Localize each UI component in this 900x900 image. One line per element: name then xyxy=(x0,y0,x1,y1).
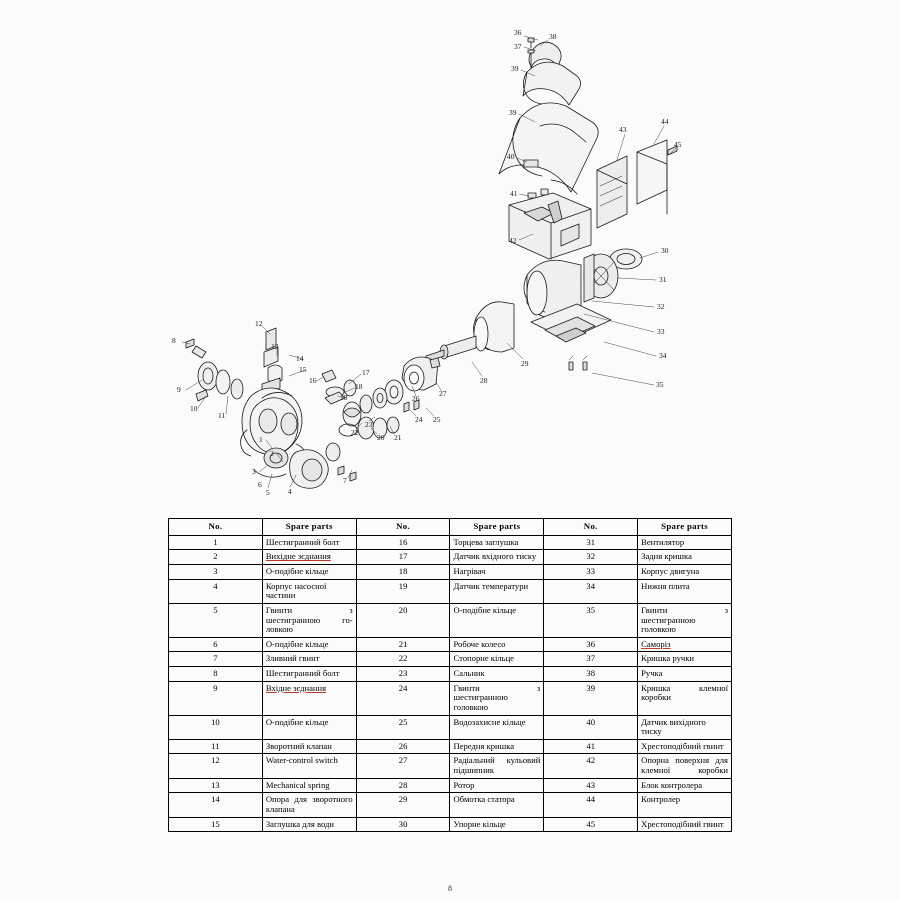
cell-number: 45 xyxy=(544,817,638,832)
callout-5: 5 xyxy=(266,488,270,497)
cell-number: 18 xyxy=(356,565,450,580)
cell-number: 43 xyxy=(544,778,638,793)
cell-number: 30 xyxy=(356,817,450,832)
callout-16: 16 xyxy=(309,376,317,385)
cell-number: 41 xyxy=(544,739,638,754)
table-row xyxy=(169,667,732,682)
cell-number: 20 xyxy=(356,603,450,637)
page-number: 8 xyxy=(448,884,452,893)
callout-25: 25 xyxy=(433,415,441,424)
callout-13: 13 xyxy=(271,342,279,351)
cell-part-name: Корпус насосної частини xyxy=(262,579,356,603)
callout-20: 20 xyxy=(377,433,385,442)
cell-part-name: Mechanical spring xyxy=(262,778,356,793)
cell-number: 7 xyxy=(169,652,263,667)
col-parts-3: Spare parts xyxy=(638,519,732,536)
cell-number: 12 xyxy=(169,754,263,778)
cell-number: 5 xyxy=(169,603,263,637)
cell-part-name: Передня кришка xyxy=(450,739,544,754)
cell-part-name: Робоче колесо xyxy=(450,637,544,652)
cell-part-name: Сальник xyxy=(450,667,544,682)
cell-part-name: O-подібне кільце xyxy=(262,565,356,580)
cell-part-name: Опора для зворотного клапана xyxy=(262,793,356,817)
cell-number: 23 xyxy=(356,667,450,682)
cell-part-name: O-подібне кільце xyxy=(450,603,544,637)
cell-part-name: Хрестоподібний гвинт xyxy=(638,817,732,832)
callout-7: 7 xyxy=(343,476,347,485)
cell-number: 10 xyxy=(169,715,263,739)
cell-number: 8 xyxy=(169,667,263,682)
callout-6: 6 xyxy=(258,480,262,489)
cell-part-name: Зливний гвинт xyxy=(262,652,356,667)
cell-number: 6 xyxy=(169,637,263,652)
cell-part-name: Блок контролера xyxy=(638,778,732,793)
callout-19: 19 xyxy=(340,393,348,402)
table-row xyxy=(169,550,732,565)
cell-number: 3 xyxy=(169,565,263,580)
cell-number: 25 xyxy=(356,715,450,739)
cell-number: 4 xyxy=(169,579,263,603)
table-row xyxy=(169,535,732,550)
cell-part-name: Гвинти з шестигранною головкою xyxy=(638,603,732,637)
callout-8: 8 xyxy=(172,336,176,345)
cell-number: 29 xyxy=(356,793,450,817)
cell-part-name: Задня кришка xyxy=(638,550,732,565)
cell-part-name: Water-control switch xyxy=(262,754,356,778)
callout-10: 10 xyxy=(190,404,198,413)
cell-number: 36 xyxy=(544,637,638,652)
cell-part-name: O-подібне кільце xyxy=(262,637,356,652)
callout-2: 2 xyxy=(270,449,274,458)
table-header-row xyxy=(169,519,732,536)
cell-part-name: Датчик вихідного тиску xyxy=(638,715,732,739)
cell-number: 40 xyxy=(544,715,638,739)
cell-part-name: Нижня плита xyxy=(638,579,732,603)
callout-30: 30 xyxy=(661,246,669,255)
callout-34: 34 xyxy=(659,351,667,360)
callout-36: 36 xyxy=(514,28,522,37)
col-no-3: No. xyxy=(544,519,638,536)
table-row xyxy=(169,681,732,715)
callout-15: 15 xyxy=(299,365,307,374)
callout-32: 32 xyxy=(657,302,665,311)
cell-number: 9 xyxy=(169,681,263,715)
cell-part-name: Кришка клемної коробки xyxy=(638,681,732,715)
cell-number: 19 xyxy=(356,579,450,603)
table-row xyxy=(169,565,732,580)
callout-43: 43 xyxy=(619,125,627,134)
cell-number: 2 xyxy=(169,550,263,565)
callout-39b: 39 xyxy=(509,108,517,117)
cell-part-name: Радіальний кульовий підшипник xyxy=(450,754,544,778)
cell-number: 35 xyxy=(544,603,638,637)
table-row xyxy=(169,793,732,817)
table-row xyxy=(169,715,732,739)
cell-part-name: Водозахисне кільце xyxy=(450,715,544,739)
cell-part-name: Ротор xyxy=(450,778,544,793)
cell-part-name: Кришка ручки xyxy=(638,652,732,667)
cell-number: 27 xyxy=(356,754,450,778)
cell-part-name: Хрестоподібний гвинт xyxy=(638,739,732,754)
cell-number: 32 xyxy=(544,550,638,565)
cell-number: 38 xyxy=(544,667,638,682)
cell-part-name: Торцева заглушка xyxy=(450,535,544,550)
callout-17: 17 xyxy=(362,368,370,377)
cell-number: 11 xyxy=(169,739,263,754)
table-row xyxy=(169,579,732,603)
cell-number: 37 xyxy=(544,652,638,667)
callout-27: 27 xyxy=(439,389,447,398)
cell-number: 15 xyxy=(169,817,263,832)
callout-44: 44 xyxy=(661,117,669,126)
spare-parts-table xyxy=(168,518,732,832)
callout-28: 28 xyxy=(480,376,488,385)
col-parts-1: Spare parts xyxy=(262,519,356,536)
cell-number: 16 xyxy=(356,535,450,550)
cell-number: 34 xyxy=(544,579,638,603)
col-parts-2: Spare parts xyxy=(450,519,544,536)
table-row xyxy=(169,739,732,754)
callout-14: 14 xyxy=(296,354,304,363)
callout-4: 4 xyxy=(288,487,292,496)
table-row xyxy=(169,652,732,667)
cell-part-name: Вентилятор xyxy=(638,535,732,550)
cell-part-name: Стопорне кільце xyxy=(450,652,544,667)
callout-33: 33 xyxy=(657,327,665,336)
callout-21: 21 xyxy=(394,433,402,442)
table-row xyxy=(169,603,732,637)
cell-part-name: Упорне кільце xyxy=(450,817,544,832)
callout-9: 9 xyxy=(177,385,181,394)
cell-part-name: Заглушка для води xyxy=(262,817,356,832)
callout-12: 12 xyxy=(255,319,263,328)
cell-part-name: Вхідне зєднання xyxy=(262,681,356,715)
callout-41: 41 xyxy=(510,189,518,198)
cell-part-name: Опорна поверхня для клемної коробки xyxy=(638,754,732,778)
cell-number: 1 xyxy=(169,535,263,550)
cell-part-name: Гвинти з шестигранною го-ловкою xyxy=(262,603,356,637)
callout-38: 38 xyxy=(549,32,557,41)
cell-number: 44 xyxy=(544,793,638,817)
cell-number: 22 xyxy=(356,652,450,667)
cell-part-name: Зворотний клапан xyxy=(262,739,356,754)
callout-23: 23 xyxy=(365,420,373,429)
callout-29: 29 xyxy=(521,359,529,368)
col-no-2: No. xyxy=(356,519,450,536)
callout-22: 22 xyxy=(351,428,359,437)
table-row xyxy=(169,637,732,652)
cell-part-name: Контролер xyxy=(638,793,732,817)
callout-35: 35 xyxy=(656,380,664,389)
cell-number: 13 xyxy=(169,778,263,793)
cell-part-name: O-подібне кільце xyxy=(262,715,356,739)
cell-number: 24 xyxy=(356,681,450,715)
cell-part-name: Нагрівач xyxy=(450,565,544,580)
callout-26: 26 xyxy=(412,394,420,403)
cell-number: 33 xyxy=(544,565,638,580)
cell-number: 39 xyxy=(544,681,638,715)
cell-part-name: Гвинти з шестигранною головкою xyxy=(450,681,544,715)
cell-number: 31 xyxy=(544,535,638,550)
col-no-1: No. xyxy=(169,519,263,536)
callout-18: 18 xyxy=(355,382,363,391)
callout-1: 1 xyxy=(259,435,263,444)
cell-number: 21 xyxy=(356,637,450,652)
cell-number: 28 xyxy=(356,778,450,793)
cell-part-name: Шестигранний болт xyxy=(262,667,356,682)
cell-part-name: Обмотка статора xyxy=(450,793,544,817)
cell-number: 42 xyxy=(544,754,638,778)
spare-parts-table-wrap xyxy=(168,518,732,832)
callout-37: 37 xyxy=(514,42,522,51)
cell-number: 26 xyxy=(356,739,450,754)
callout-40: 40 xyxy=(507,152,515,161)
table-row xyxy=(169,754,732,778)
cell-number: 17 xyxy=(356,550,450,565)
cell-part-name: Вихідне зєднання xyxy=(262,550,356,565)
table-body xyxy=(169,535,732,831)
callout-11: 11 xyxy=(218,411,226,420)
cell-part-name: Саморіз xyxy=(638,637,732,652)
callout-24: 24 xyxy=(415,415,423,424)
table-header xyxy=(169,519,732,536)
callout-39: 39 xyxy=(511,64,519,73)
cell-part-name: Датчик вхідного тиску xyxy=(450,550,544,565)
table-row xyxy=(169,778,732,793)
callout-45: 45 xyxy=(674,140,682,149)
cell-part-name: Ручка xyxy=(638,667,732,682)
cell-part-name: Датчик температури xyxy=(450,579,544,603)
cell-number: 14 xyxy=(169,793,263,817)
table-row xyxy=(169,817,732,832)
callout-42: 42 xyxy=(509,236,517,245)
cell-part-name: Корпус двигуна xyxy=(638,565,732,580)
callout-31: 31 xyxy=(659,275,667,284)
callout-3: 3 xyxy=(252,467,256,476)
cell-part-name: Шестигранний болт xyxy=(262,535,356,550)
